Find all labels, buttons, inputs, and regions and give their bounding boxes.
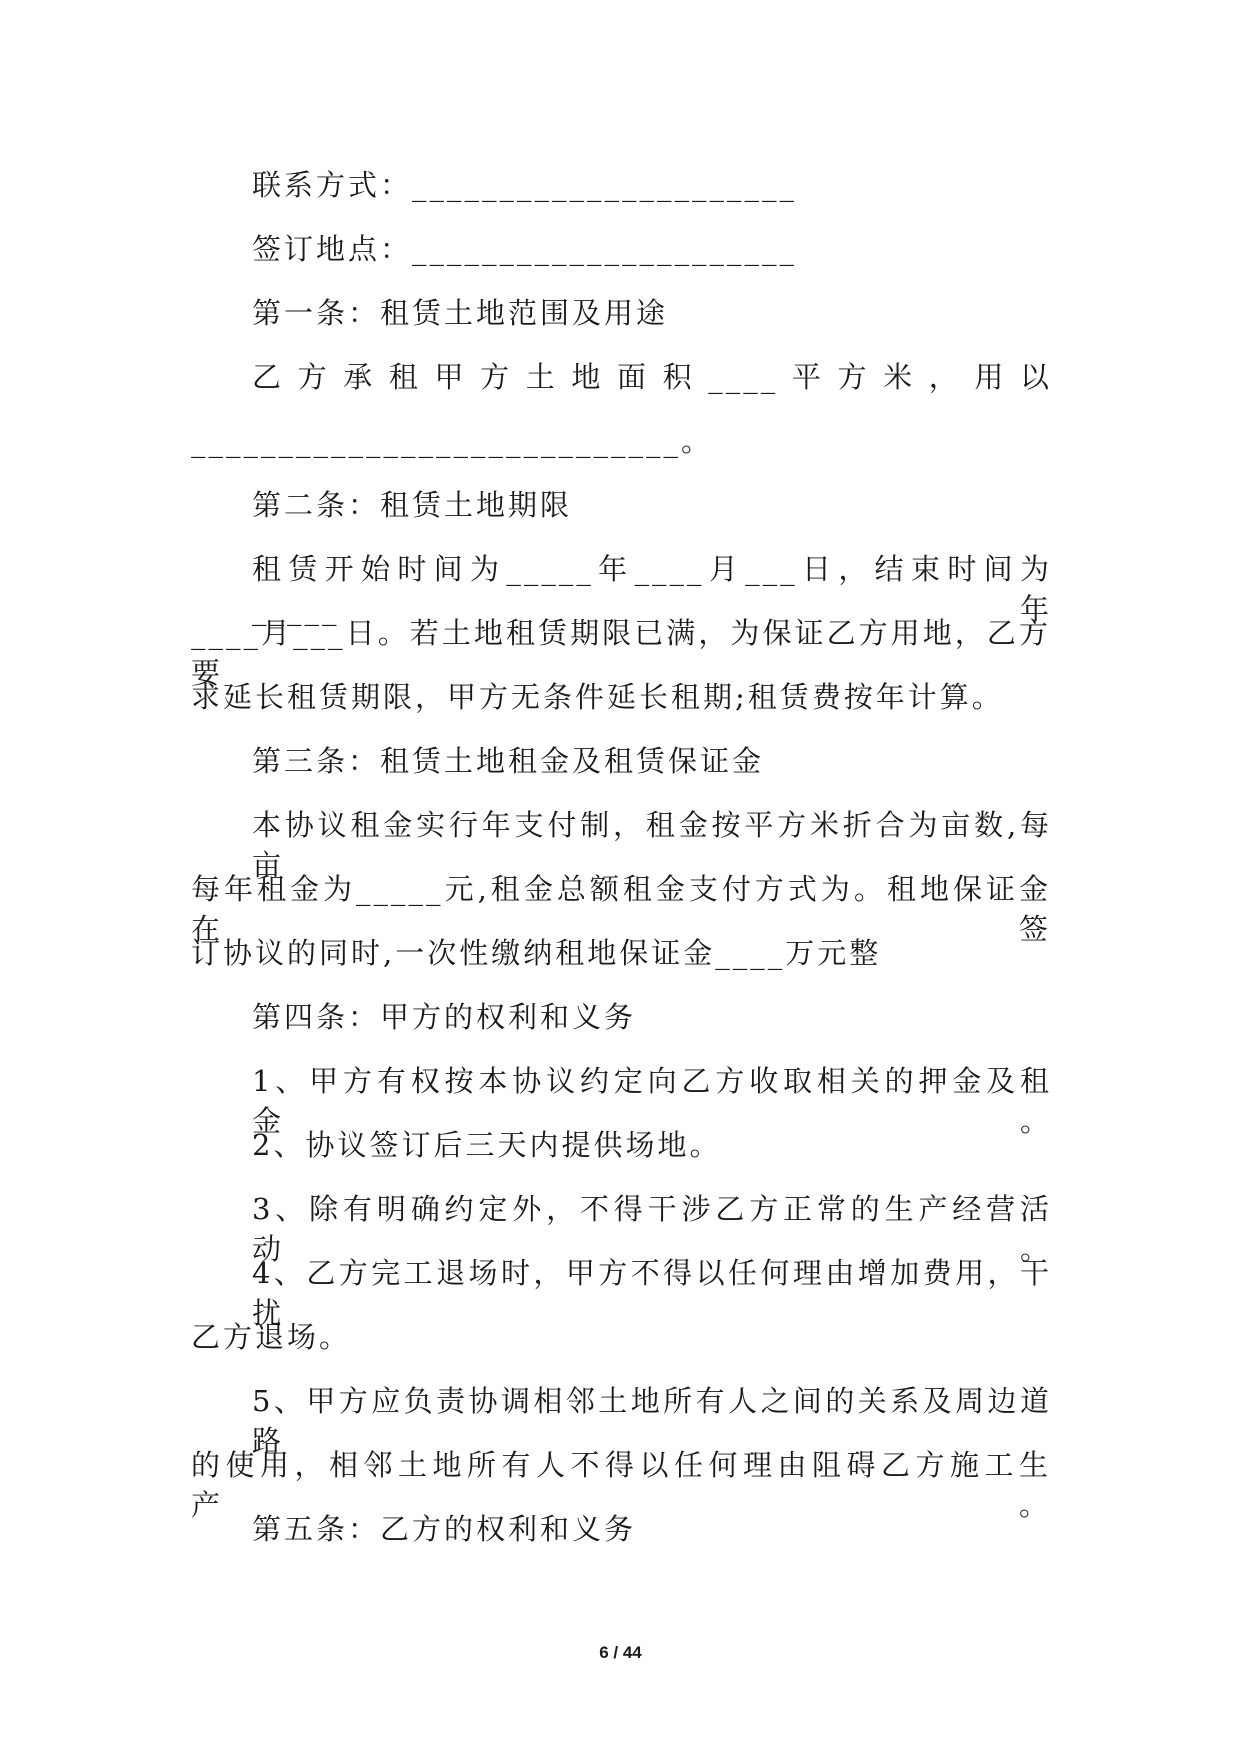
article-3-paragraph-line: 本协议租金实行年支付制，租金按平方米折合为亩数,每亩 (252, 808, 1052, 882)
contact-method-line: 联系方式：______________________ (252, 168, 798, 202)
article-4-item-5: 5、甲方应负责协调相邻土地所有人之间的关系及周边道路 (252, 1384, 1052, 1458)
article-4-heading: 第四条：甲方的权利和义务 (252, 1000, 637, 1034)
article-4-item-4-continued: 乙方退场。 (191, 1320, 352, 1354)
article-4-item-3: 3、除有明确约定外，不得干涉乙方正常的生产经营活动。 (252, 1192, 1052, 1266)
article-3-heading: 第三条：租赁土地租金及租赁保证金 (252, 744, 765, 778)
article-4-item-1: 1、甲方有权按本协议约定向乙方收取相关的押金及租金。 (252, 1064, 1052, 1138)
article-3-paragraph-line: 订协议的同时,一次性缴纳租地保证金____万元整 (191, 936, 882, 970)
article-5-heading: 第五条：乙方的权利和义务 (252, 1512, 637, 1546)
article-2-paragraph-line: 求延长租赁期限，甲方无条件延长租期;租赁费按年计算。 (191, 680, 1004, 714)
article-1-paragraph-line: 乙方承租甲方土地面积____平方米，用以 (252, 360, 1052, 394)
article-2-heading: 第二条：租赁土地期限 (252, 488, 573, 522)
article-1-heading: 第一条：租赁土地范围及用途 (252, 296, 669, 330)
article-1-paragraph-line: ____________________________。 (191, 424, 714, 458)
article-2-paragraph-line: 租赁开始时间为_____年____月___日，结束时间为_____年 (252, 552, 1052, 626)
article-4-item-5-continued: 的使用，相邻土地所有人不得以任何理由阻碍乙方施工生产。 (191, 1448, 1051, 1522)
article-3-paragraph-line: 每年租金为_____元,租金总额租金支付方式为。租地保证金在签 (191, 872, 1051, 946)
article-2-paragraph-line: ____月___日。若土地租赁期限已满，为保证乙方用地，乙方要 (191, 616, 1051, 690)
signing-location-line: 签订地点：______________________ (252, 232, 798, 266)
page-number: 6 / 44 (599, 1643, 642, 1662)
article-4-item-4: 4、乙方完工退场时，甲方不得以任何理由增加费用，干扰 (252, 1256, 1052, 1330)
article-4-item-2: 2、协议签订后三天内提供场地。 (252, 1128, 722, 1162)
